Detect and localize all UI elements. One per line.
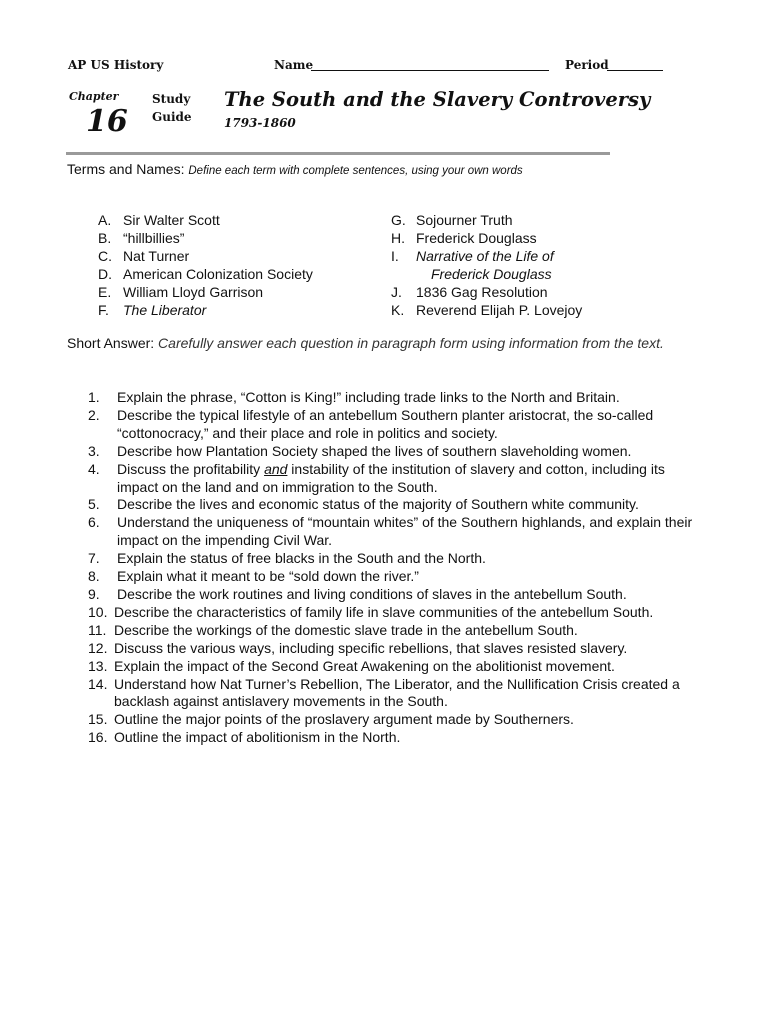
question-number: 3. <box>88 442 100 459</box>
term-text: Sir Walter Scott <box>123 212 220 228</box>
question-item <box>88 407 708 443</box>
question-text: Describe the lives and economic status of the majority of Southern white community. <box>117 496 639 513</box>
chapter-label: Chapter <box>69 90 119 103</box>
term-item <box>98 265 313 283</box>
question-number: 8. <box>88 568 100 585</box>
question-list <box>88 389 708 747</box>
terms-list-right <box>391 211 582 319</box>
question-text: Outline the major points of the proslavery argument made by Southerners. <box>114 711 574 728</box>
header-divider <box>66 152 610 155</box>
terms-list-left <box>98 211 313 319</box>
emphasized-word: and <box>264 460 288 477</box>
question-text: Explain the phrase, “Cotton is King!” including trade links to the North and Britain. <box>117 389 620 405</box>
question-item <box>88 586 708 604</box>
question-number: 16. <box>88 729 108 746</box>
term-letter: B. <box>98 230 112 246</box>
terms-heading <box>67 161 523 177</box>
term-letter: G. <box>391 212 406 228</box>
question-number: 14. <box>88 675 108 692</box>
question-text: Describe the workings of the domestic slave trade in the antebellum South. <box>114 621 578 638</box>
date-range: 1793-1860 <box>224 116 296 130</box>
question-number: 12. <box>88 639 108 656</box>
term-text: Nat Turner <box>123 248 190 264</box>
question-number: 15. <box>88 711 108 728</box>
term-item <box>98 229 313 247</box>
question-item <box>88 640 708 658</box>
term-letter: C. <box>98 248 112 264</box>
term-item <box>98 301 313 319</box>
term-letter: H. <box>391 230 405 246</box>
question-text-part: Discuss the profitability <box>117 460 265 477</box>
term-text: Narrative of the Life of <box>416 248 554 264</box>
question-text: Describe the typical lifestyle of an antebellum Southern planter aristocrat, the so-called “cottonocracy,” and their place and role in politics and society. <box>117 406 654 441</box>
term-letter: J. <box>391 284 402 300</box>
term-letter: I. <box>391 248 399 264</box>
term-item <box>98 283 313 301</box>
question-number: 5. <box>88 496 100 513</box>
period-blank-line <box>607 70 663 71</box>
question-item <box>88 461 708 497</box>
term-text: William Lloyd Garrison <box>123 284 264 300</box>
question-number: 9. <box>88 585 100 602</box>
short-answer-instructions: Carefully answer each question in paragraph form using information from the text. <box>158 335 664 351</box>
term-letter: F. <box>98 302 109 318</box>
question-number: 4. <box>88 460 100 477</box>
term-text: “hillbillies” <box>123 230 185 246</box>
course-name: AP US History <box>68 58 164 72</box>
question-text: Describe the work routines and living conditions of slaves in the antebellum South. <box>117 585 627 602</box>
term-item <box>391 229 582 247</box>
name-blank-line <box>311 70 549 71</box>
term-text: 1836 Gag Resolution <box>416 284 548 300</box>
question-text: Outline the impact of abolitionism in the North. <box>114 729 401 746</box>
term-letter: K. <box>391 302 405 318</box>
term-item <box>391 301 582 319</box>
question-item <box>88 711 708 729</box>
question-item <box>88 443 708 461</box>
question-text: Explain the status of free blacks in the South and the North. <box>117 550 486 567</box>
question-number: 7. <box>88 550 100 567</box>
term-item <box>391 283 582 301</box>
period-label: Period <box>565 58 609 72</box>
question-item <box>88 676 708 712</box>
term-item-continued <box>391 265 582 283</box>
question-text: Describe the characteristics of family life in slave communities of the antebellum South. <box>114 603 654 620</box>
term-item <box>391 247 582 265</box>
name-label: Name <box>274 58 314 72</box>
question-text: Understand the uniqueness of “mountain whites” of the Southern highlands, and explain their impact on the impending Civil War. <box>117 514 693 549</box>
question-text: Discuss the various ways, including specific rebellions, that slaves resisted slavery. <box>114 639 628 656</box>
term-text-continued: Frederick Douglass <box>431 266 552 282</box>
term-letter: A. <box>98 212 112 228</box>
term-text: American Colonization Society <box>123 266 313 282</box>
question-item <box>88 729 708 747</box>
question-item <box>88 389 708 407</box>
term-text: Frederick Douglass <box>416 230 537 246</box>
term-item <box>391 211 582 229</box>
question-number: 13. <box>88 657 108 674</box>
chapter-number: 16 <box>86 104 128 139</box>
question-item <box>88 622 708 640</box>
question-number: 6. <box>88 514 100 531</box>
study-guide-label <box>152 90 192 126</box>
term-text: The Liberator <box>123 302 207 318</box>
question-item <box>88 604 708 622</box>
study-label-line1: Study <box>152 92 191 106</box>
question-text <box>114 461 708 497</box>
question-text-part: instability of the institution of slavery and cotton, including its impact on the land and on immigration to the South. <box>117 460 665 495</box>
short-answer-heading <box>67 334 707 353</box>
question-text: Explain the impact of the Second Great Awakening on the abolitionist movement. <box>114 657 615 674</box>
term-letter: E. <box>98 284 112 300</box>
term-letter: D. <box>98 266 112 282</box>
question-item <box>88 658 708 676</box>
term-text: Sojourner Truth <box>416 212 513 228</box>
term-item <box>98 211 313 229</box>
question-item <box>88 496 708 514</box>
terms-instructions: Define each term with complete sentences, using your own words <box>188 165 523 177</box>
term-text: Reverend Elijah P. Lovejoy <box>416 302 583 318</box>
question-number: 11. <box>88 621 107 638</box>
question-text: Describe how Plantation Society shaped the lives of southern slaveholding women. <box>117 442 632 459</box>
short-answer-label: Short Answer: <box>67 335 155 351</box>
term-item <box>98 247 313 265</box>
question-text: Explain what it meant to be “sold down the river.” <box>117 568 419 585</box>
page-title: The South and the Slavery Controversy <box>224 88 651 111</box>
question-item <box>88 550 708 568</box>
question-number: 2. <box>88 406 100 423</box>
question-item <box>88 568 708 586</box>
question-number: 1. <box>88 389 100 405</box>
question-number: 10. <box>88 603 108 620</box>
question-item <box>88 514 708 550</box>
study-label-line2: Guide <box>152 110 192 124</box>
terms-heading-label: Terms and Names: <box>67 161 185 177</box>
question-text: Understand how Nat Turner’s Rebellion, The Liberator, and the Nullification Crisis created a backlash against antislavery movements in the South. <box>114 675 680 710</box>
